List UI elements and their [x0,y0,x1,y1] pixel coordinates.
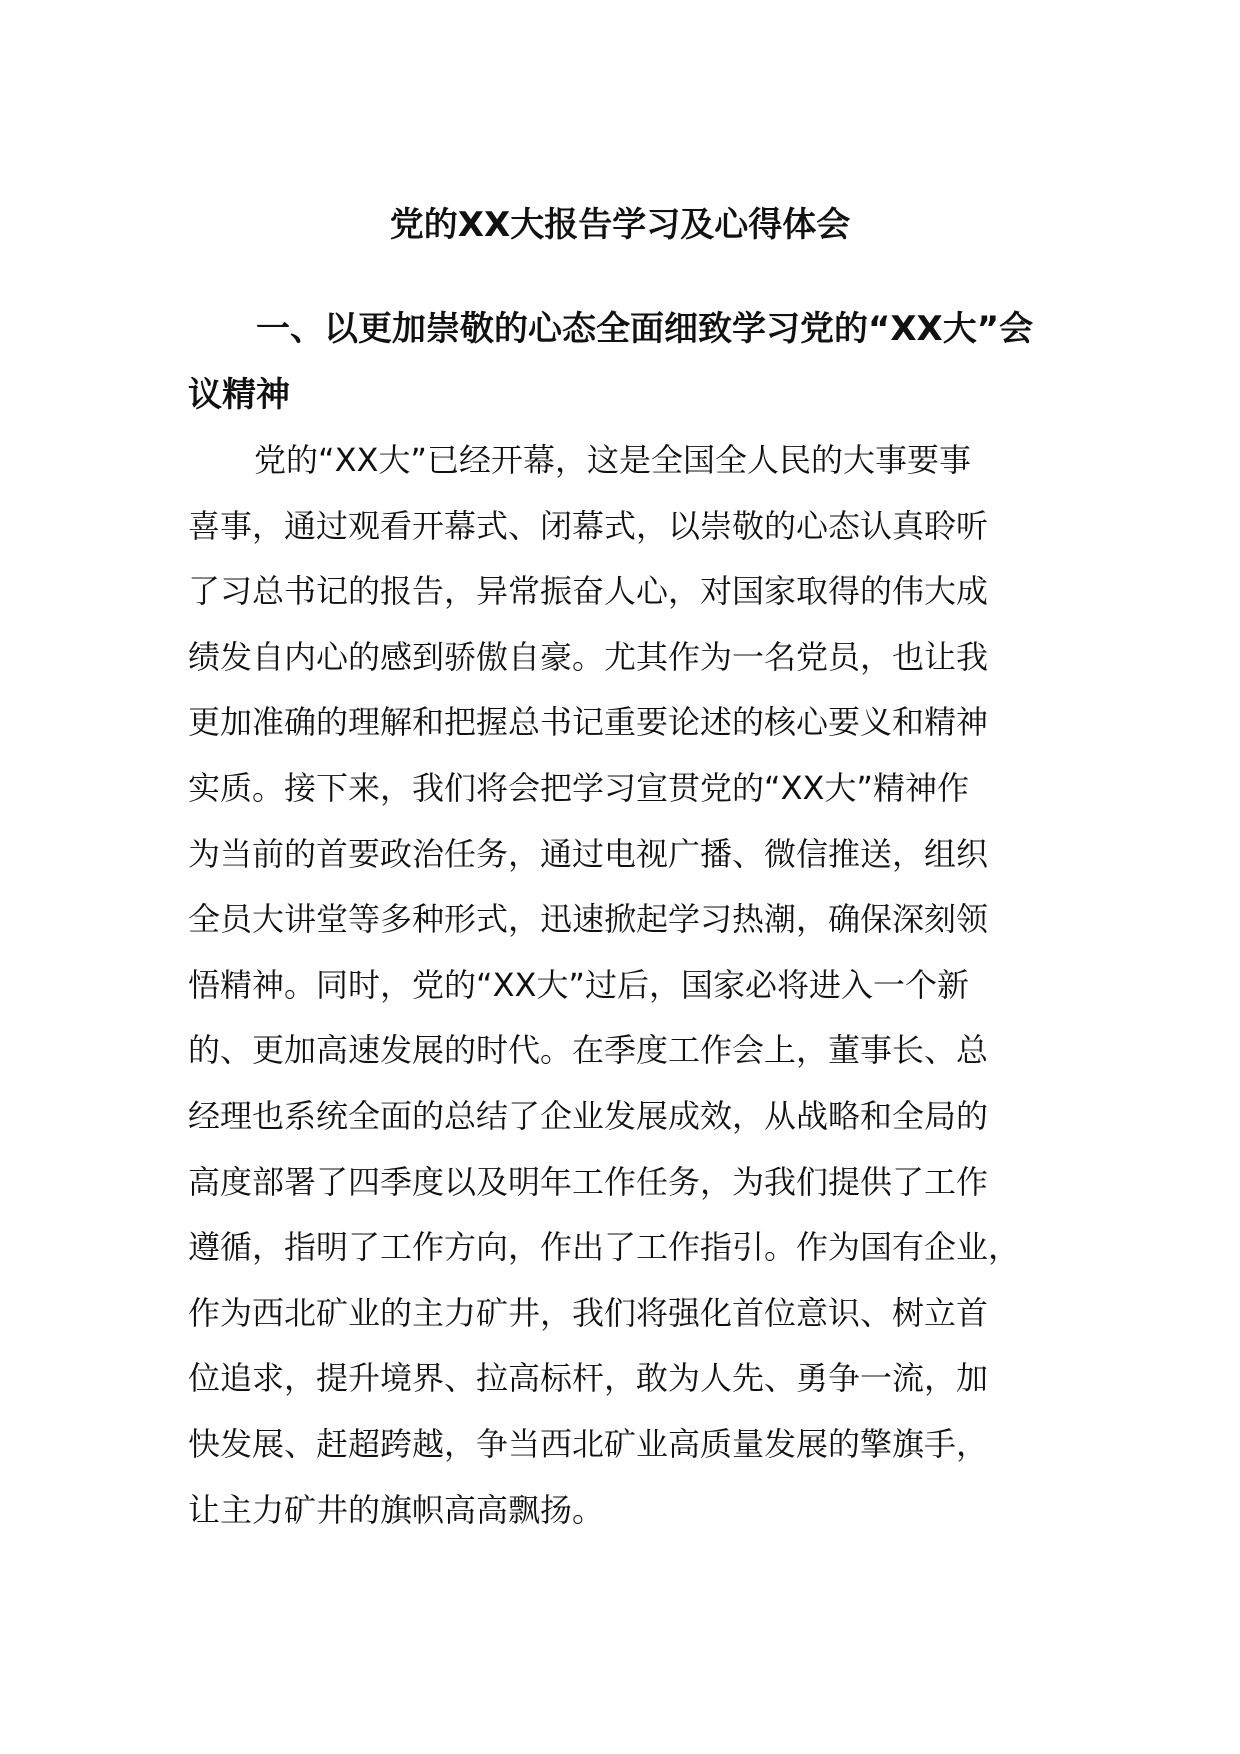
paragraph-line: 遵循，指明了工作方向，作出了工作指引。作为国有企业， [188,1228,1021,1267]
document-title: 党的XX大报告学习及心得体会 [389,205,851,245]
section-heading-line: 一、以更加崇敬的心态全面细致学习党的“XX大”会 [256,309,1034,349]
paragraph-line: 喜事，通过观看开幕式、闭幕式，以崇敬的心态认真聆听 [188,506,989,545]
paragraph-line: 更加准确的理解和把握总书记重要论述的核心要义和精神 [188,703,989,742]
paragraph-line: 快发展、赶超跨越，争当西北矿业高质量发展的擎旗手， [188,1424,989,1463]
paragraph-line: 作为西北矿业的主力矿井，我们将强化首位意识、树立首 [188,1293,989,1332]
paragraph-line: 位追求，提升境界、拉高标杆，敢为人先、勇争一流，加 [188,1359,989,1398]
paragraph-line: 高度部署了四季度以及明年工作任务，为我们提供了工作 [188,1162,989,1201]
section-heading [188,296,1052,428]
paragraph-line: 悟精神。同时，党的“XX大”过后，国家必将进入一个新 [188,965,970,1004]
paragraph-line: 实质。接下来，我们将会把学习宣贯党的“XX大”精神作 [188,768,970,807]
paragraph-line: 经理也系统全面的总结了企业发展成效，从战略和全局的 [188,1096,989,1135]
section-heading-line: 议精神 [188,375,290,415]
paragraph-line: 的、更加高速发展的时代。在季度工作会上，董事长、总 [188,1031,989,1070]
paragraph-line: 为当前的首要政治任务，通过电视广播、微信推送，组织 [188,834,989,873]
body-paragraph [188,428,1068,1543]
paragraph-line: 全员大讲堂等多种形式，迅速掀起学习热潮，确保深刻领 [188,900,989,939]
paragraph-line: 绩发自内心的感到骄傲自豪。尤其作为一名党员，也让我 [188,637,989,676]
paragraph-line: 党的“XX大”已经开幕，这是全国全人民的大事要事 [254,441,972,479]
paragraph-line: 了习总书记的报告，异常振奋人心，对国家取得的伟大成 [188,572,989,611]
paragraph-line: 让主力矿井的旗帜高高飘扬。 [188,1490,605,1529]
